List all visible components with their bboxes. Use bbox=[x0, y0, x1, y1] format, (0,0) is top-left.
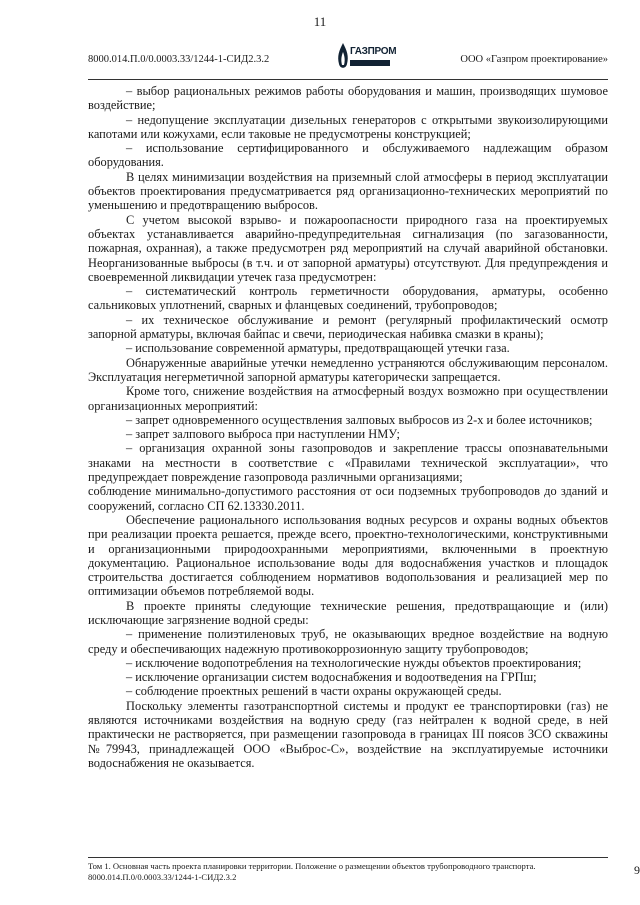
document-footer bbox=[88, 861, 608, 882]
gazprom-logo bbox=[336, 42, 397, 74]
flame-icon bbox=[336, 42, 350, 72]
page-number-bottom: 9 bbox=[634, 863, 640, 877]
paragraph: В целях минимизации воздействия на приземный слой атмосферы в период эксплуатации объектов проектирования предусматривается ряд организационно-технических мероприятий по уменьшению и предотвращению выбросов. bbox=[88, 169, 608, 213]
list-item: – недопущение эксплуатации дизельных генераторов с открытыми звукоизолирующими капотами или кожухами, если таковые не предусмотрены конструкцией; bbox=[88, 112, 608, 141]
paragraph: Обнаруженные аварийные утечки немедленно устраняются обслуживающим персоналом. Эксплуатация негерметичной запорной арматуры категорически запрещается. bbox=[88, 355, 608, 384]
list-item: – соблюдение проектных решений в части охраны окружающей среды. bbox=[126, 684, 502, 699]
footer-title: Том 1. Основная часть проекта планировки территории. Положение о размещении объектов трубопроводного транспорта. bbox=[88, 861, 536, 871]
paragraph: соблюдение минимально-допустимого расстояния от оси подземных трубопроводов до зданий и сооружений, согласно СП 62.13330.2011. bbox=[88, 484, 608, 513]
list-item: – запрет залпового выброса при наступлении НМУ; bbox=[126, 427, 400, 442]
list-item: – выбор рациональных режимов работы оборудования и машин, производящих шумовое воздействие; bbox=[88, 84, 608, 113]
header-rule bbox=[88, 79, 608, 80]
list-item: – запрет одновременного осуществления залповых выбросов из 2-х и более источников; bbox=[126, 412, 593, 427]
paragraph: В проекте приняты следующие технические решения, предотвращающие и (или) исключающие загрязнение водной среды: bbox=[88, 598, 608, 627]
paragraph: Кроме того, снижение воздействия на атмосферный воздух возможно при осуществлении организационных мероприятий: bbox=[88, 384, 608, 413]
logo-text: ГАЗПРОМ bbox=[350, 46, 397, 57]
document-header bbox=[88, 42, 608, 76]
list-item: – применение полиэтиленовых труб, не оказывающих вредное воздействие на водную среду и обеспечивающих надежную противокоррозионную защиту трубопроводов; bbox=[88, 627, 608, 656]
document-code: 8000.014.П.0/0.0003.33/1244-1-СИД2.3.2 bbox=[88, 54, 270, 65]
logo-bar bbox=[350, 60, 390, 66]
list-item: – организация охранной зоны газопроводов и закрепление трассы опознавательными знаками на местности в соответствие с «Правилами технической эксплуатации», что предупреждает повреждение газопровода различными организациями; bbox=[88, 441, 608, 485]
list-item: – систематический контроль герметичности оборудования, арматуры, особенно сальниковых уплотнений, сварных и фланцевых соединений, трубопроводов; bbox=[88, 284, 608, 313]
list-item: – использование сертифицированного и обслуживаемого надлежащим образом оборудования. bbox=[88, 141, 608, 170]
page-number-top: 11 bbox=[313, 14, 327, 29]
paragraph: С учетом высокой взрыво- и пожароопасности природного газа на проектируемых объектах устанавливается аварийно-предупредительная сигнализация (по загазованности, пожарная, охранная), а также предусмотрен ряд мероприятий на случай аварийной обстановки. Неорганизованные выбросы (в т.ч. и от запорной арматуры) отсутствуют. Для предупреждения и своевременной ликвидации утечек газа предусмотрен: bbox=[88, 212, 608, 284]
organization-name: ООО «Газпром проектирование» bbox=[460, 54, 608, 65]
list-item: – исключение организации систем водоснабжения и водоотведения на ГРПш; bbox=[126, 670, 537, 685]
footer-rule bbox=[88, 857, 608, 858]
list-item: – исключение водопотребления на технологические нужды объектов проектирования; bbox=[126, 655, 582, 670]
document-body bbox=[88, 84, 608, 770]
list-item: – их техническое обслуживание и ремонт (регулярный профилактический осмотр запорной арматуры, включая байпас и свечи, периодическая набивка смазки в краны); bbox=[88, 312, 608, 342]
paragraph: Обеспечение рационального использования водных ресурсов и охраны водных объектов при реализации проекта решается, прежде всего, проектно-технологическими, конструктивными и организационными природоохранными мероприятиями, включенными в проектную документацию. Рациональное использование воды для водоснабжения участков и площадок строительства достигается соблюдением нормативов водопользования и реализацией мер по оптимизации объемов потребляемой воды. bbox=[88, 512, 608, 599]
list-item: – использование современной арматуры, предотвращающей утечки газа. bbox=[126, 341, 510, 356]
paragraph: Поскольку элементы газотранспортной системы и продукт ее транспортировки (газ) не являются источниками воздействия на водную среду (газ нейтрален к водной среде, в ней практически не растворяется, при размещении газопровода в границах III поясов ЗСО скважины №79943, принадлежащей ООО «Выброс-С», воздействие на эксплуатируемые источники водоснабжения не оказывается. bbox=[88, 698, 608, 770]
footer-code: 8000.014.П.0/0.0003.33/1244-1-СИД2.3.2 bbox=[88, 871, 237, 882]
